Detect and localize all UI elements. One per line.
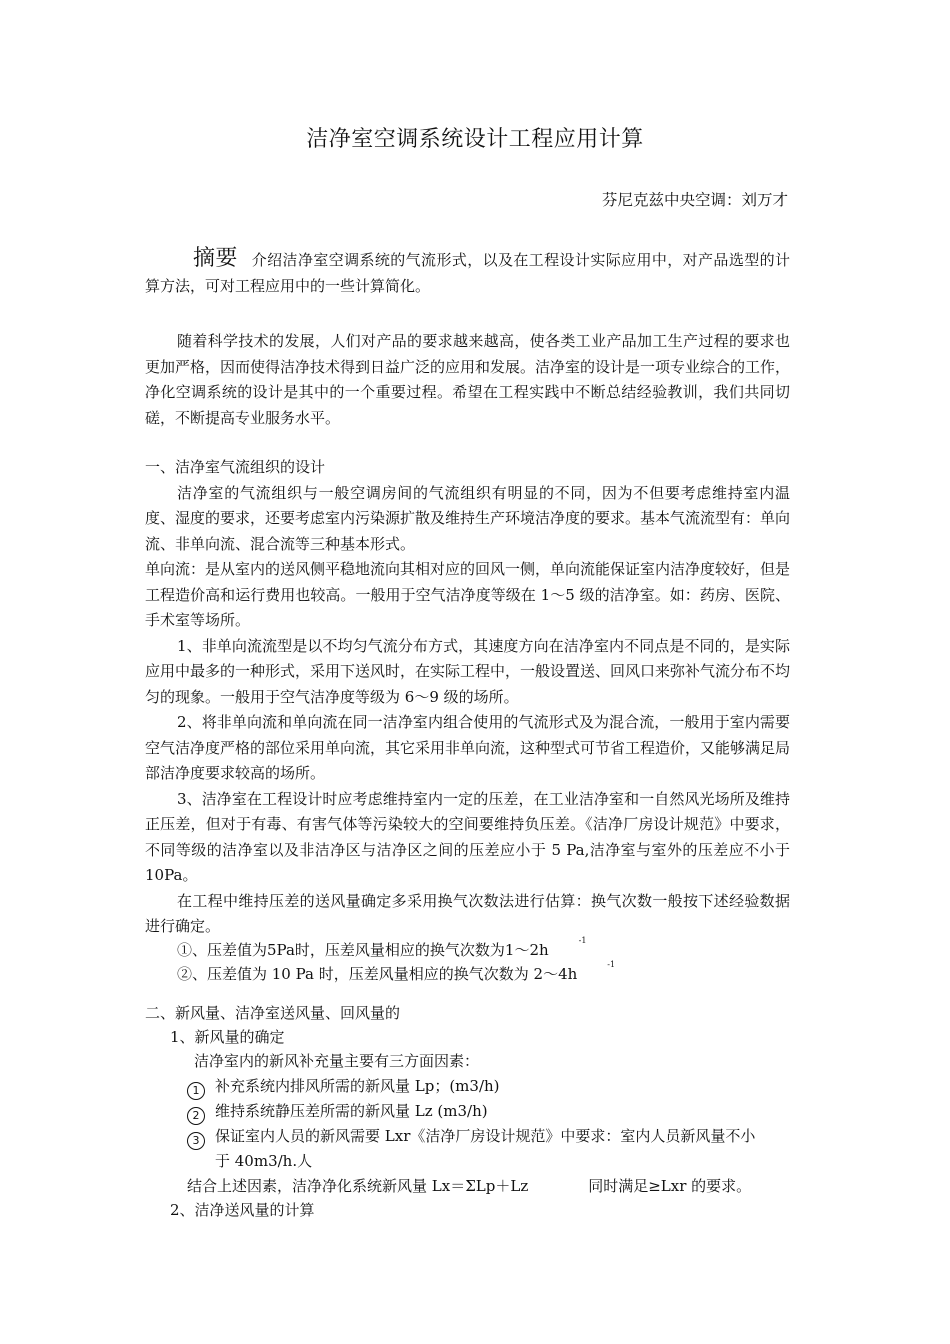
pressure-item-2-text: ②、压差值为 10 Pa 时，压差风量相应的换气次数为 2～4h bbox=[177, 965, 578, 983]
section-1 bbox=[145, 455, 790, 940]
section-2-sub-2: 2、洁净送风量的计算 bbox=[170, 1201, 315, 1219]
section-2-sub-1: 1、新风量的确定 bbox=[170, 1028, 285, 1046]
factor-2-text: 维持系统静压差所需的新风量 Lz (m3/h) bbox=[215, 1102, 488, 1120]
factor-2 bbox=[187, 1099, 488, 1125]
pressure-item-2-sup: -1 bbox=[607, 960, 616, 969]
abstract-text: 介绍洁净室空调系统的气流形式，以及在工程设计实际应用中，对产品选型的计算方法，可对工程应用中的一些计算简化。 bbox=[145, 251, 790, 295]
page-title: 洁净室空调系统设计工程应用计算 bbox=[306, 127, 644, 152]
section-1-paragraph-4: 2、将非单向流和单向流在同一洁净室内组合使用的气流形式及为混合流，一般用于室内需要空气洁净度严格的部位采用单向流，其它采用非单向流，这种型式可节省工程造价，又能够满足局部洁净度要求较高的场所。 bbox=[145, 713, 791, 782]
factor-1 bbox=[187, 1074, 500, 1100]
author-line: 芬尼克兹中央空调：刘万才 bbox=[601, 191, 788, 209]
combined-formula-text: 结合上述因素，洁净净化系统新风量 Lx＝ΣLp＋Lz bbox=[187, 1177, 529, 1195]
combined-requirement: 同时满足≥Lxr 的要求。 bbox=[588, 1177, 752, 1195]
section-1-heading: 一、洁净室气流组织的设计 bbox=[145, 458, 326, 476]
section-1-paragraph-5: 3、洁净室在工程设计时应考虑维持室内一定的压差，在工业洁净室和一自然风光场所及维持正压差，但对于有毒、有害气体等污染较大的空间要维持负压差。《洁净厂房设计规范》中要求，不同等级的洁净室以及非洁净区与洁净区之间的压差应小于 5 Pa,洁净室与室外的压差应不小于 10Pa。 bbox=[145, 789, 790, 884]
pressure-item-1-text: ①、压差值为5Pa时，压差风量相应的换气次数为1～2h bbox=[177, 941, 549, 959]
section-2-heading: 二、新风量、洁净室送风量、回风量的 bbox=[145, 1004, 401, 1022]
factor-3-text: 保证室内人员的新风需要 Lxr《洁净厂房设计规范》中要求：室内人员新风量不小 bbox=[215, 1127, 756, 1145]
abstract-block bbox=[145, 246, 790, 299]
factor-2-number: 2 bbox=[187, 1107, 205, 1125]
section-2-lead: 洁净室内的新风补充量主要有三方面因素： bbox=[194, 1052, 480, 1070]
factor-1-text: 补充系统内排风所需的新风量 Lp；(m3/h) bbox=[215, 1077, 500, 1095]
pressure-item-2 bbox=[177, 952, 615, 988]
factor-3-continued: 于 40m3/h.人 bbox=[215, 1152, 313, 1170]
section-1-paragraph-6: 在工程中维持压差的送风量确定多采用换气次数法进行估算：换气次数一般按下述经验数据进行确定。 bbox=[145, 891, 790, 935]
section-1-paragraph-1: 洁净室的气流组织与一般空调房间的气流组织有明显的不同，因为不但要考虑维持室内温度、湿度的要求，还要考虑室内污染源扩散及维持生产环境洁净度的要求。基本气流流型有：单向流、非单向流、混合流等三种基本形式。 bbox=[145, 483, 791, 553]
factor-3-number: 3 bbox=[187, 1132, 205, 1150]
combined-formula bbox=[187, 1174, 751, 1200]
pressure-item-1-sup: -1 bbox=[578, 936, 587, 945]
section-1-paragraph-2: 单向流：是从室内的送风侧平稳地流向其相对应的回风一侧，单向流能保证室内洁净度较好，但是工程造价高和运行费用也较高。一般用于空气洁净度等级在 1～5 级的洁净室。如：药房、医院、手术室等场所。 bbox=[145, 560, 791, 629]
factor-1-number: 1 bbox=[187, 1082, 205, 1100]
section-1-paragraph-3: 1、非单向流流型是以不均匀气流分布方式，其速度方向在洁净室内不同点是不同的，是实际应用中最多的一种形式，采用下送风时，在实际工程中，一般设置送、回风口来弥补气流分布不均匀的现象。一般用于空气洁净度等级为 6～9 级的场所。 bbox=[145, 636, 791, 706]
factor-3 bbox=[187, 1124, 755, 1150]
abstract-label: 摘要 bbox=[193, 246, 238, 271]
intro-paragraph bbox=[145, 329, 790, 431]
intro-text: 随着科学技术的发展，人们对产品的要求越来越高，使各类工业产品加工生产过程的要求也更加严格，因而使得洁净技术得到日益广泛的应用和发展。洁净室的设计是一项专业综合的工作，净化空调系统的设计是其中的一个重要过程。希望在工程实践中不断总结经验教训，我们共同切磋，不断提高专业服务水平。 bbox=[145, 332, 791, 427]
